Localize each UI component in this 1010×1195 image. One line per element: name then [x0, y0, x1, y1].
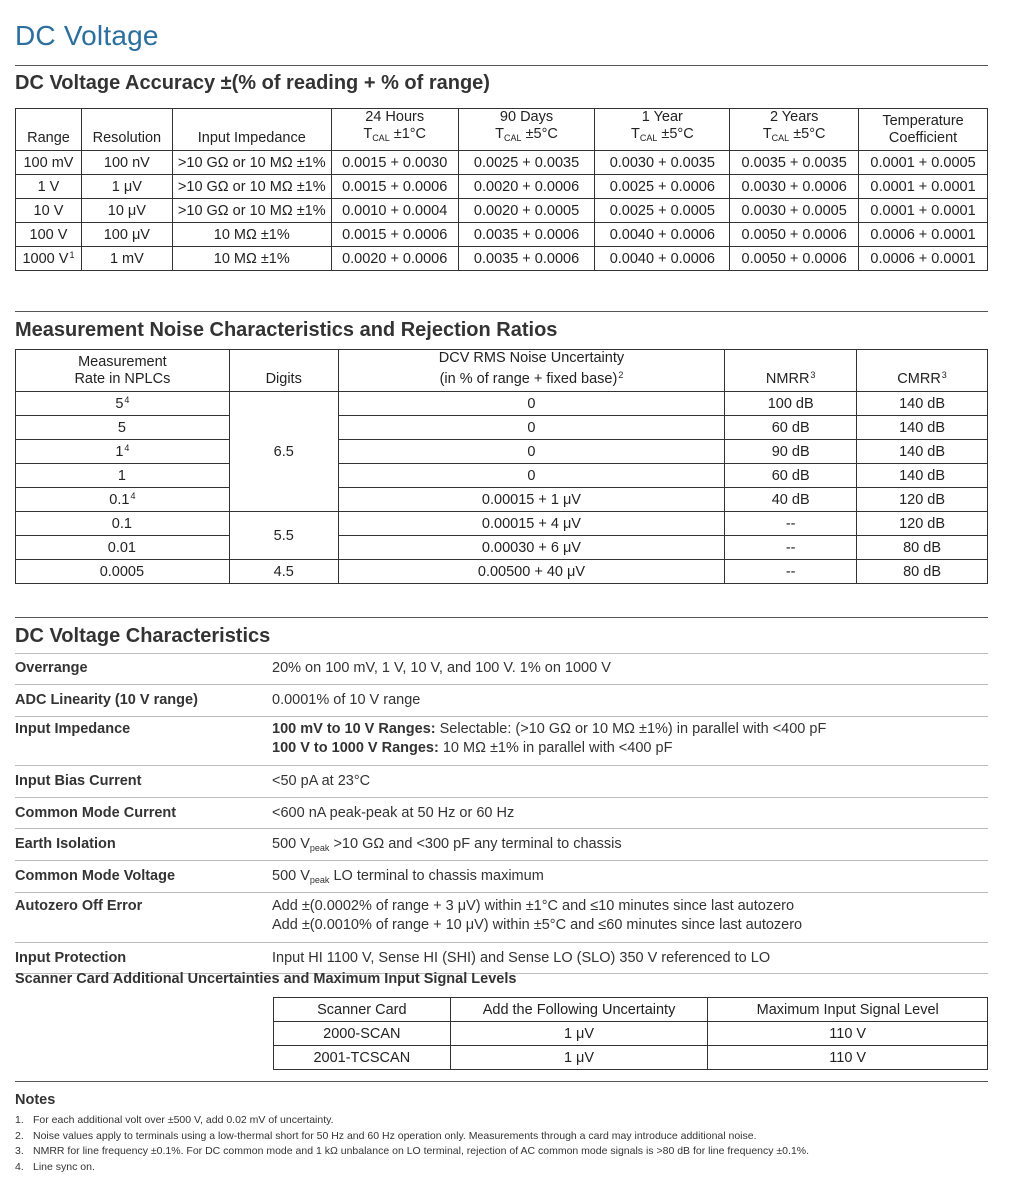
table-row [16, 440, 988, 464]
cell-tempco: 0.0006 + 0.0001 [859, 247, 988, 271]
cell-impedance: 10 MΩ ±1% [172, 247, 331, 271]
cell-impedance: >10 GΩ or 10 MΩ ±1% [172, 151, 331, 175]
cell-max-input: 110 V [708, 1046, 988, 1070]
char-label: ADC Linearity (10 V range) [15, 692, 198, 708]
cell-range: 10 V [16, 199, 82, 223]
cell-dcv: 0.00015 + 4 μV [338, 512, 725, 536]
col-max-input: Maximum Input Signal Level [708, 998, 988, 1022]
scanner-title: Scanner Card Additional Uncertainties and Maximum Input Signal Levels [15, 971, 517, 987]
cell-cmrr: 140 dB [857, 464, 988, 488]
col-dcv-bottom: (in % of range + fixed base)$^2$ [439, 370, 624, 387]
cell-24h: 0.0015 + 0.0030 [331, 151, 458, 175]
cell-tempco: 0.0006 + 0.0001 [859, 223, 988, 247]
divider [15, 1081, 988, 1082]
cell-max-input: 110 V [708, 1022, 988, 1046]
char-label: Autozero Off Error [15, 898, 143, 914]
note-item: 2. Noise values apply to terminals using a low-thermal short for 50 Hz and 60 Hz operation only. Measurements through a card may introduce additional noise. [15, 1129, 757, 1142]
cell-tempco: 0.0001 + 0.0001 [859, 199, 988, 223]
char-value: Add ±(0.0002% of range + 3 μV) within ±1°C and ≤10 minutes since last autozero Add ±(0.0010% of range + 10 μV) within ±5°C and ≤60 minutes since last autozero [272, 898, 803, 933]
char-label: Earth Isolation [15, 836, 116, 852]
cell-nmrr: 60 dB [725, 464, 857, 488]
cell-rate: 0.01 [16, 536, 230, 560]
char-label: Overrange [15, 660, 88, 676]
cell-nmrr: 40 dB [725, 488, 857, 512]
col-dcv-top: DCV RMS Noise Uncertainty [438, 350, 625, 366]
page-title: DC Voltage [15, 20, 159, 51]
table-row [16, 223, 988, 247]
cell-90d: 0.0025 + 0.0035 [458, 151, 595, 175]
characteristics-title: DC Voltage Characteristics [15, 625, 271, 647]
char-value: 500 $V_{peak}$ LO terminal to chassis maximum [272, 868, 544, 885]
col-1-year [595, 109, 730, 151]
col-temp-top: Temperature [882, 113, 964, 129]
table-row [16, 464, 988, 488]
cell-cmrr: 120 dB [857, 512, 988, 536]
cell-nmrr: -- [725, 512, 857, 536]
table-row [16, 199, 988, 223]
cell-range: 100 mV [16, 151, 82, 175]
char-label: Input Impedance [15, 721, 131, 737]
cell-card: 2001-TCSCAN [274, 1046, 451, 1070]
char-row-impedance [15, 717, 988, 766]
cell-dcv: 0.00500 + 40 μV [338, 560, 725, 584]
table-row [16, 512, 988, 536]
cell-1y: 0.0030 + 0.0035 [595, 151, 730, 175]
col-2-years-tcal: $T_{CAL} \pm 5^\circ C$ [762, 126, 826, 143]
cell-dcv: 0.00030 + 6 μV [338, 536, 725, 560]
cell-range: 1000 $V^1$ [16, 247, 82, 271]
table-row [16, 488, 988, 512]
char-value: <50 pA at 23°C [272, 773, 371, 789]
accuracy-title: DC Voltage Accuracy ±(% of reading + % of range) [15, 72, 490, 94]
characteristics-list [15, 653, 988, 974]
char-label: Input Bias Current [15, 773, 142, 789]
col-24-hours [331, 109, 458, 151]
cell-cmrr: 140 dB [857, 416, 988, 440]
footnote-ref: 1 [69, 250, 75, 260]
col-90-days-label: 90 Days [499, 109, 554, 125]
cell-impedance: >10 GΩ or 10 MΩ ±1% [172, 175, 331, 199]
col-cmrr: CMRR$^3$ [857, 350, 988, 392]
cell-24h: 0.0015 + 0.0006 [331, 175, 458, 199]
table-row [16, 151, 988, 175]
cell-rate: $0.1^4$ [16, 488, 230, 512]
scanner-table [273, 997, 988, 1070]
col-nmrr: NMRR$^3$ [725, 350, 857, 392]
col-rate-top: Measurement [78, 354, 167, 370]
cell-resolution: 1 mV [81, 247, 172, 271]
cell-digits: 6.5 [229, 392, 338, 512]
char-row-cmv [15, 861, 988, 893]
noise-title: Measurement Noise Characteristics and Rejection Ratios [15, 319, 558, 341]
cell-90d: 0.0020 + 0.0006 [458, 175, 595, 199]
cell-1y: 0.0025 + 0.0006 [595, 175, 730, 199]
cell-rate: 5 [16, 416, 230, 440]
divider [15, 65, 988, 66]
col-90-days [458, 109, 595, 151]
char-row-adc [15, 685, 988, 717]
char-value: 500 $V_{peak} >10$ GΩ and <300 pF any terminal to chassis [272, 836, 622, 853]
cell-range: 100 V [16, 223, 82, 247]
note-item: 4. Line sync on. [15, 1160, 95, 1173]
col-temperature-coefficient [859, 109, 988, 151]
char-row-protection [15, 943, 988, 974]
char-label: Input Protection [15, 950, 127, 966]
cell-24h: 0.0010 + 0.0004 [331, 199, 458, 223]
cell-dcv: 0 [338, 440, 725, 464]
cell-card: 2000-SCAN [274, 1022, 451, 1046]
note-item: 1. For each additional volt over ±500 V, add 0.02 mV of uncertainty. [15, 1114, 334, 1126]
cell-rate: $5^4$ [16, 392, 230, 416]
table-row [16, 536, 988, 560]
cell-dcv: 0 [338, 392, 725, 416]
cell-2y: 0.0035 + 0.0035 [730, 151, 859, 175]
cell-nmrr: -- [725, 560, 857, 584]
cell-24h: 0.0015 + 0.0006 [331, 223, 458, 247]
col-rate-bottom: Rate in NPLCs [74, 371, 171, 387]
cell-nmrr: 100 dB [725, 392, 857, 416]
cell-tempco: 0.0001 + 0.0005 [859, 151, 988, 175]
notes-title: Notes [15, 1092, 56, 1108]
char-value: 20% on 100 mV, 1 V, 10 V, and 100 V. 1% on 1000 V [272, 660, 611, 676]
notes-list [15, 1113, 809, 1175]
col-dcv-noise [338, 350, 725, 392]
cell-nmrr: 60 dB [725, 416, 857, 440]
cell-tempco: 0.0001 + 0.0001 [859, 175, 988, 199]
char-row-earth [15, 829, 988, 861]
cell-2y: 0.0050 + 0.0006 [730, 223, 859, 247]
col-24-hours-label: 24 Hours [365, 109, 425, 125]
cell-cmrr: 140 dB [857, 392, 988, 416]
char-label: Common Mode Current [15, 805, 177, 821]
char-row-autozero [15, 893, 988, 943]
cell-nmrr: 90 dB [725, 440, 857, 464]
divider [15, 617, 988, 618]
char-row-overrange [15, 653, 988, 685]
note-item: 3. NMRR for line frequency ±0.1%. For DC common mode and 1 kΩ unbalance on LO terminal, rejection of AC common mode signals is >80 dB for line frequency ±0.1%. [15, 1145, 810, 1157]
col-range: Range [16, 109, 82, 151]
cell-nmrr: -- [725, 536, 857, 560]
cell-2y: 0.0030 + 0.0006 [730, 175, 859, 199]
cell-1y: 0.0040 + 0.0006 [595, 223, 730, 247]
cell-range: 1 V [16, 175, 82, 199]
col-1-year-label: 1 Year [641, 109, 683, 125]
char-value: Input HI 1100 V, Sense HI (SHI) and Sense LO (SLO) 350 V referenced to LO [272, 950, 771, 966]
table-row [16, 392, 988, 416]
col-digits: Digits [229, 350, 338, 392]
table-row [16, 416, 988, 440]
col-resolution: Resolution [81, 109, 172, 151]
noise-table [15, 349, 988, 584]
char-value: 0.0001% of 10 V range [272, 692, 421, 708]
cell-rate: 0.1 [16, 512, 230, 536]
cell-1y: 0.0040 + 0.0006 [595, 247, 730, 271]
cell-rate: 0.0005 [16, 560, 230, 584]
cell-dcv: 0.00015 + 1 μV [338, 488, 725, 512]
cell-90d: 0.0035 + 0.0006 [458, 247, 595, 271]
cell-90d: 0.0035 + 0.0006 [458, 223, 595, 247]
accuracy-table [15, 108, 988, 271]
cell-cmrr: 80 dB [857, 560, 988, 584]
cell-24h: 0.0020 + 0.0006 [331, 247, 458, 271]
col-add-uncertainty: Add the Following Uncertainty [450, 998, 708, 1022]
cell-digits: 4.5 [229, 560, 338, 584]
cell-resolution: 10 μV [81, 199, 172, 223]
cell-impedance: >10 GΩ or 10 MΩ ±1% [172, 199, 331, 223]
col-24-hours-tcal: $T_{CAL} \pm 1^\circ C$ [363, 126, 427, 143]
cell-dcv: 0 [338, 416, 725, 440]
table-row [16, 175, 988, 199]
col-1-year-tcal: $T_{CAL} \pm 5^\circ C$ [630, 126, 694, 143]
table-row [274, 1046, 988, 1070]
col-temp-bottom: Coefficient [888, 130, 958, 146]
cell-cmrr: 140 dB [857, 440, 988, 464]
cell-resolution: 100 μV [81, 223, 172, 247]
cell-resolution: 100 nV [81, 151, 172, 175]
cell-impedance: 10 MΩ ±1% [172, 223, 331, 247]
col-scanner-card: Scanner Card [274, 998, 451, 1022]
cell-rate: 1 [16, 464, 230, 488]
cell-cmrr: 120 dB [857, 488, 988, 512]
divider [15, 311, 988, 312]
char-value: 100 mV to 10 V Ranges: Selectable: (>10 GΩ or 10 MΩ ±1%) in parallel with <400 pF 100 V to 1000 V Ranges: 10 MΩ ±1% in parallel with <400 pF [272, 721, 827, 756]
cell-digits: 5.5 [229, 512, 338, 560]
col-input-impedance: Input Impedance [172, 109, 331, 151]
char-row-cmc [15, 798, 988, 829]
cell-1y: 0.0025 + 0.0005 [595, 199, 730, 223]
char-value: <600 nA peak-peak at 50 Hz or 60 Hz [272, 805, 515, 821]
cell-uncertainty: 1 μV [450, 1046, 708, 1070]
table-row [274, 1022, 988, 1046]
cell-90d: 0.0020 + 0.0005 [458, 199, 595, 223]
cell-cmrr: 80 dB [857, 536, 988, 560]
table-row [16, 247, 988, 271]
col-2-years [730, 109, 859, 151]
col-2-years-label: 2 Years [769, 109, 819, 125]
char-row-bias [15, 766, 988, 798]
table-row [16, 560, 988, 584]
char-label: Common Mode Voltage [15, 868, 176, 884]
cell-uncertainty: 1 μV [450, 1022, 708, 1046]
cell-rate: $1^4$ [16, 440, 230, 464]
cell-resolution: 1 μV [81, 175, 172, 199]
cell-2y: 0.0050 + 0.0006 [730, 247, 859, 271]
col-rate [16, 350, 230, 392]
col-90-days-tcal: $T_{CAL} \pm 5^\circ C$ [495, 126, 558, 143]
cell-dcv: 0 [338, 464, 725, 488]
cell-2y: 0.0030 + 0.0005 [730, 199, 859, 223]
